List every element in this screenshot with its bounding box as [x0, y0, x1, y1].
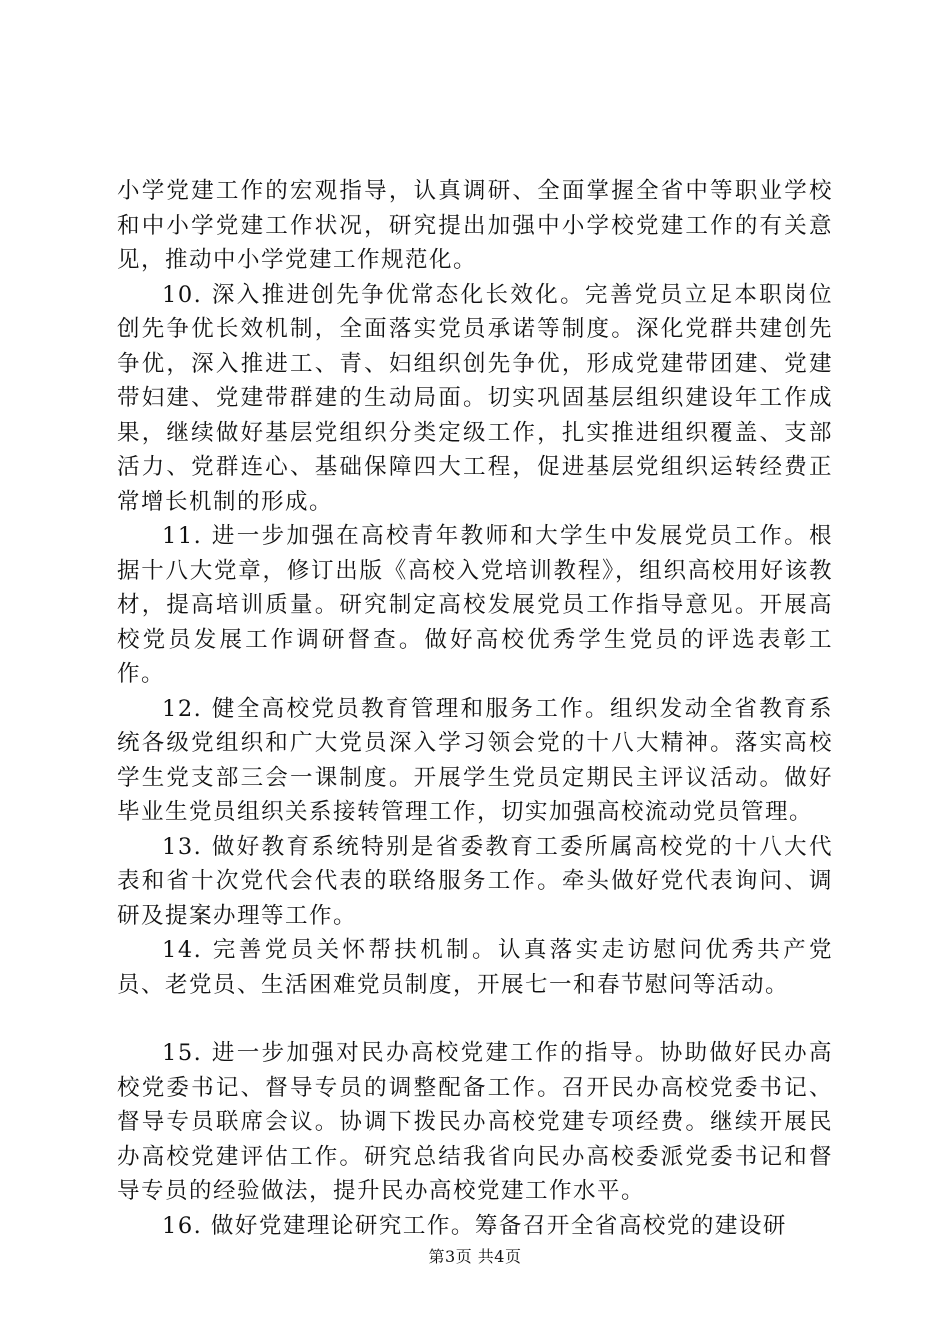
paragraph-item-15: 15. 进一步加强对民办高校党建工作的指导。协助做好民办高校党委书记、督导专员的调整配备工作。召开民办高校党委书记、督导专员联席会议。协调下拨民办高校党建专项经费。继续开展民办高校党建评估工作。研究总结我省向民办高校委派党委书记和督导专员的经验做法，提升民办高校党建工作水平。: [117, 1040, 833, 1204]
paragraph-item-16: 16. 做好党建理论研究工作。筹备召开全省高校党的建设研: [162, 1212, 787, 1239]
page-footer: 第3页 共4页: [428, 1247, 522, 1266]
paragraph-item-13: 13. 做好教育系统特别是省委教育工委所属高校党的十八大代表和省十次党代会代表的联络服务工作。牵头做好党代表询问、调研及提案办理等工作。: [117, 833, 833, 929]
paragraph-item-14: 14. 完善党员关怀帮扶机制。认真落实走访慰问优秀共产党员、老党员、生活困难党员制度，开展七一和春节慰问等活动。: [117, 937, 833, 998]
paragraph-item-11: 11. 进一步加强在高校青年教师和大学生中发展党员工作。根据十八大党章，修订出版《高校入党培训教程》，组织高校用好该教材，提高培训质量。研究制定高校发展党员工作指导意见。开展高校党员发展工作调研督查。做好高校优秀学生党员的评选表彰工作。: [117, 523, 833, 687]
paragraph-item-10: 10. 深入推进创先争优常态化长效化。完善党员立足本职岗位创先争优长效机制，全面落实党员承诺等制度。深化党群共建创先争优，深入推进工、青、妇组织创先争优，形成党建带团建、党建带妇建、党建带群建的生动局面。切实巩固基层组织建设年工作成果，继续做好基层党组织分类定级工作，扎实推进组织覆盖、支部活力、党群连心、基础保障四大工程，促进基层党组织运转经费正常增长机制的形成。: [117, 281, 833, 515]
paragraph-gap: [117, 1002, 833, 1036]
paragraph-continuation: 小学党建工作的宏观指导，认真调研、全面掌握全省中等职业学校和中小学党建工作状况，研究提出加强中小学校党建工作的有关意见，推动中小学党建工作规范化。: [117, 178, 833, 273]
paragraph-item-12: 12. 健全高校党员教育管理和服务工作。组织发动全省教育系统各级党组织和广大党员深入学习领会党的十八大精神。落实高校学生党支部三会一课制度。开展学生党员定期民主评议活动。做好毕业生党员组织关系接转管理工作，切实加强高校流动党员管理。: [117, 695, 833, 825]
document-body: [117, 174, 833, 1243]
